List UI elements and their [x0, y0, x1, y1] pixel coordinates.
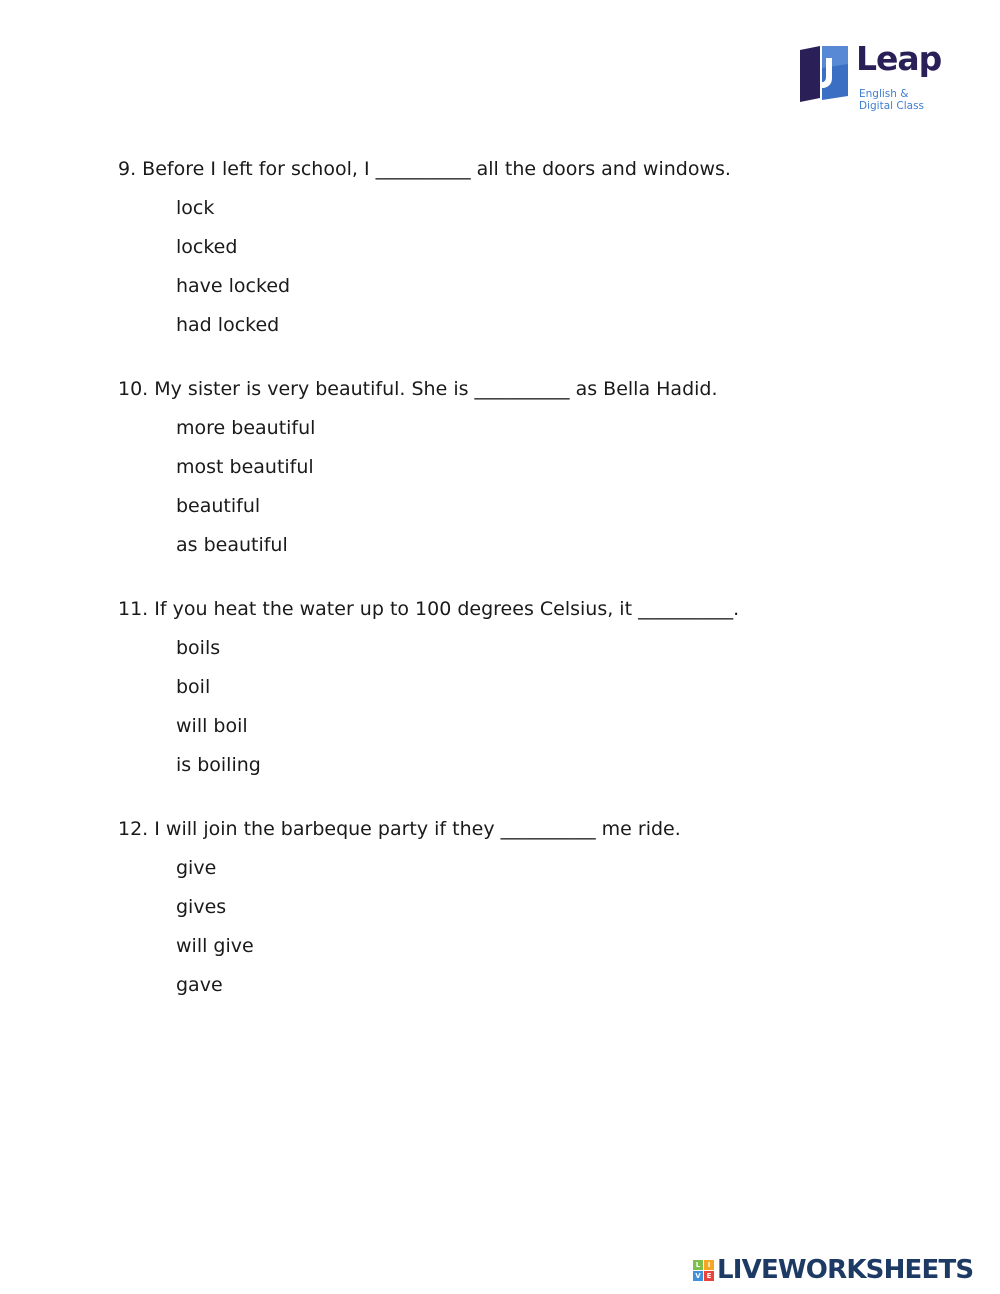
answer-option[interactable]: will give: [176, 935, 254, 957]
answer-option[interactable]: is boiling: [176, 754, 261, 776]
answer-option[interactable]: have locked: [176, 275, 291, 297]
answer-option[interactable]: give: [176, 857, 217, 879]
leap-logo: [798, 39, 958, 116]
answer-option[interactable]: locked: [176, 236, 238, 258]
leap-book-icon: [798, 44, 854, 104]
question-stem: 10. My sister is very beautiful. She is __________ as Bella Hadid.: [118, 378, 718, 400]
question-12: [118, 816, 838, 998]
answer-option[interactable]: gave: [176, 974, 223, 996]
question-stem: 11. If you heat the water up to 100 degrees Celsius, it __________.: [118, 598, 740, 620]
leap-logo-wordmark: Leap: [856, 39, 942, 78]
badge-letter: L: [693, 1260, 703, 1270]
answer-option[interactable]: lock: [176, 197, 215, 219]
question-stem: 9. Before I left for school, I __________ all the doors and windows.: [118, 158, 731, 180]
answer-option[interactable]: will boil: [176, 715, 248, 737]
answer-option[interactable]: most beautiful: [176, 456, 314, 478]
answer-option[interactable]: beautiful: [176, 495, 261, 517]
liveworksheets-wordmark: LIVEWORKSHEETS: [717, 1255, 974, 1285]
badge-letter: V: [693, 1271, 703, 1281]
answer-option[interactable]: more beautiful: [176, 417, 316, 439]
question-9: [118, 156, 838, 338]
badge-letter: I: [704, 1260, 714, 1270]
answer-option[interactable]: as beautiful: [176, 534, 288, 556]
answer-option[interactable]: gives: [176, 896, 227, 918]
answer-option[interactable]: had locked: [176, 314, 280, 336]
liveworksheets-badge-icon: [693, 1260, 714, 1281]
badge-letter: E: [704, 1271, 714, 1281]
question-11: [118, 596, 838, 778]
question-list: [118, 156, 838, 1036]
leap-logo-subtitle-line2: Digital Class: [859, 100, 925, 112]
question-10: [118, 376, 838, 558]
answer-option[interactable]: boil: [176, 676, 211, 698]
answer-option[interactable]: boils: [176, 637, 221, 659]
question-stem: 12. I will join the barbeque party if they __________ me ride.: [118, 818, 681, 840]
leap-logo-subtitle-line1: English &: [859, 88, 909, 100]
leap-logo-subtitle: [859, 88, 924, 112]
liveworksheets-logo: [693, 1254, 973, 1286]
